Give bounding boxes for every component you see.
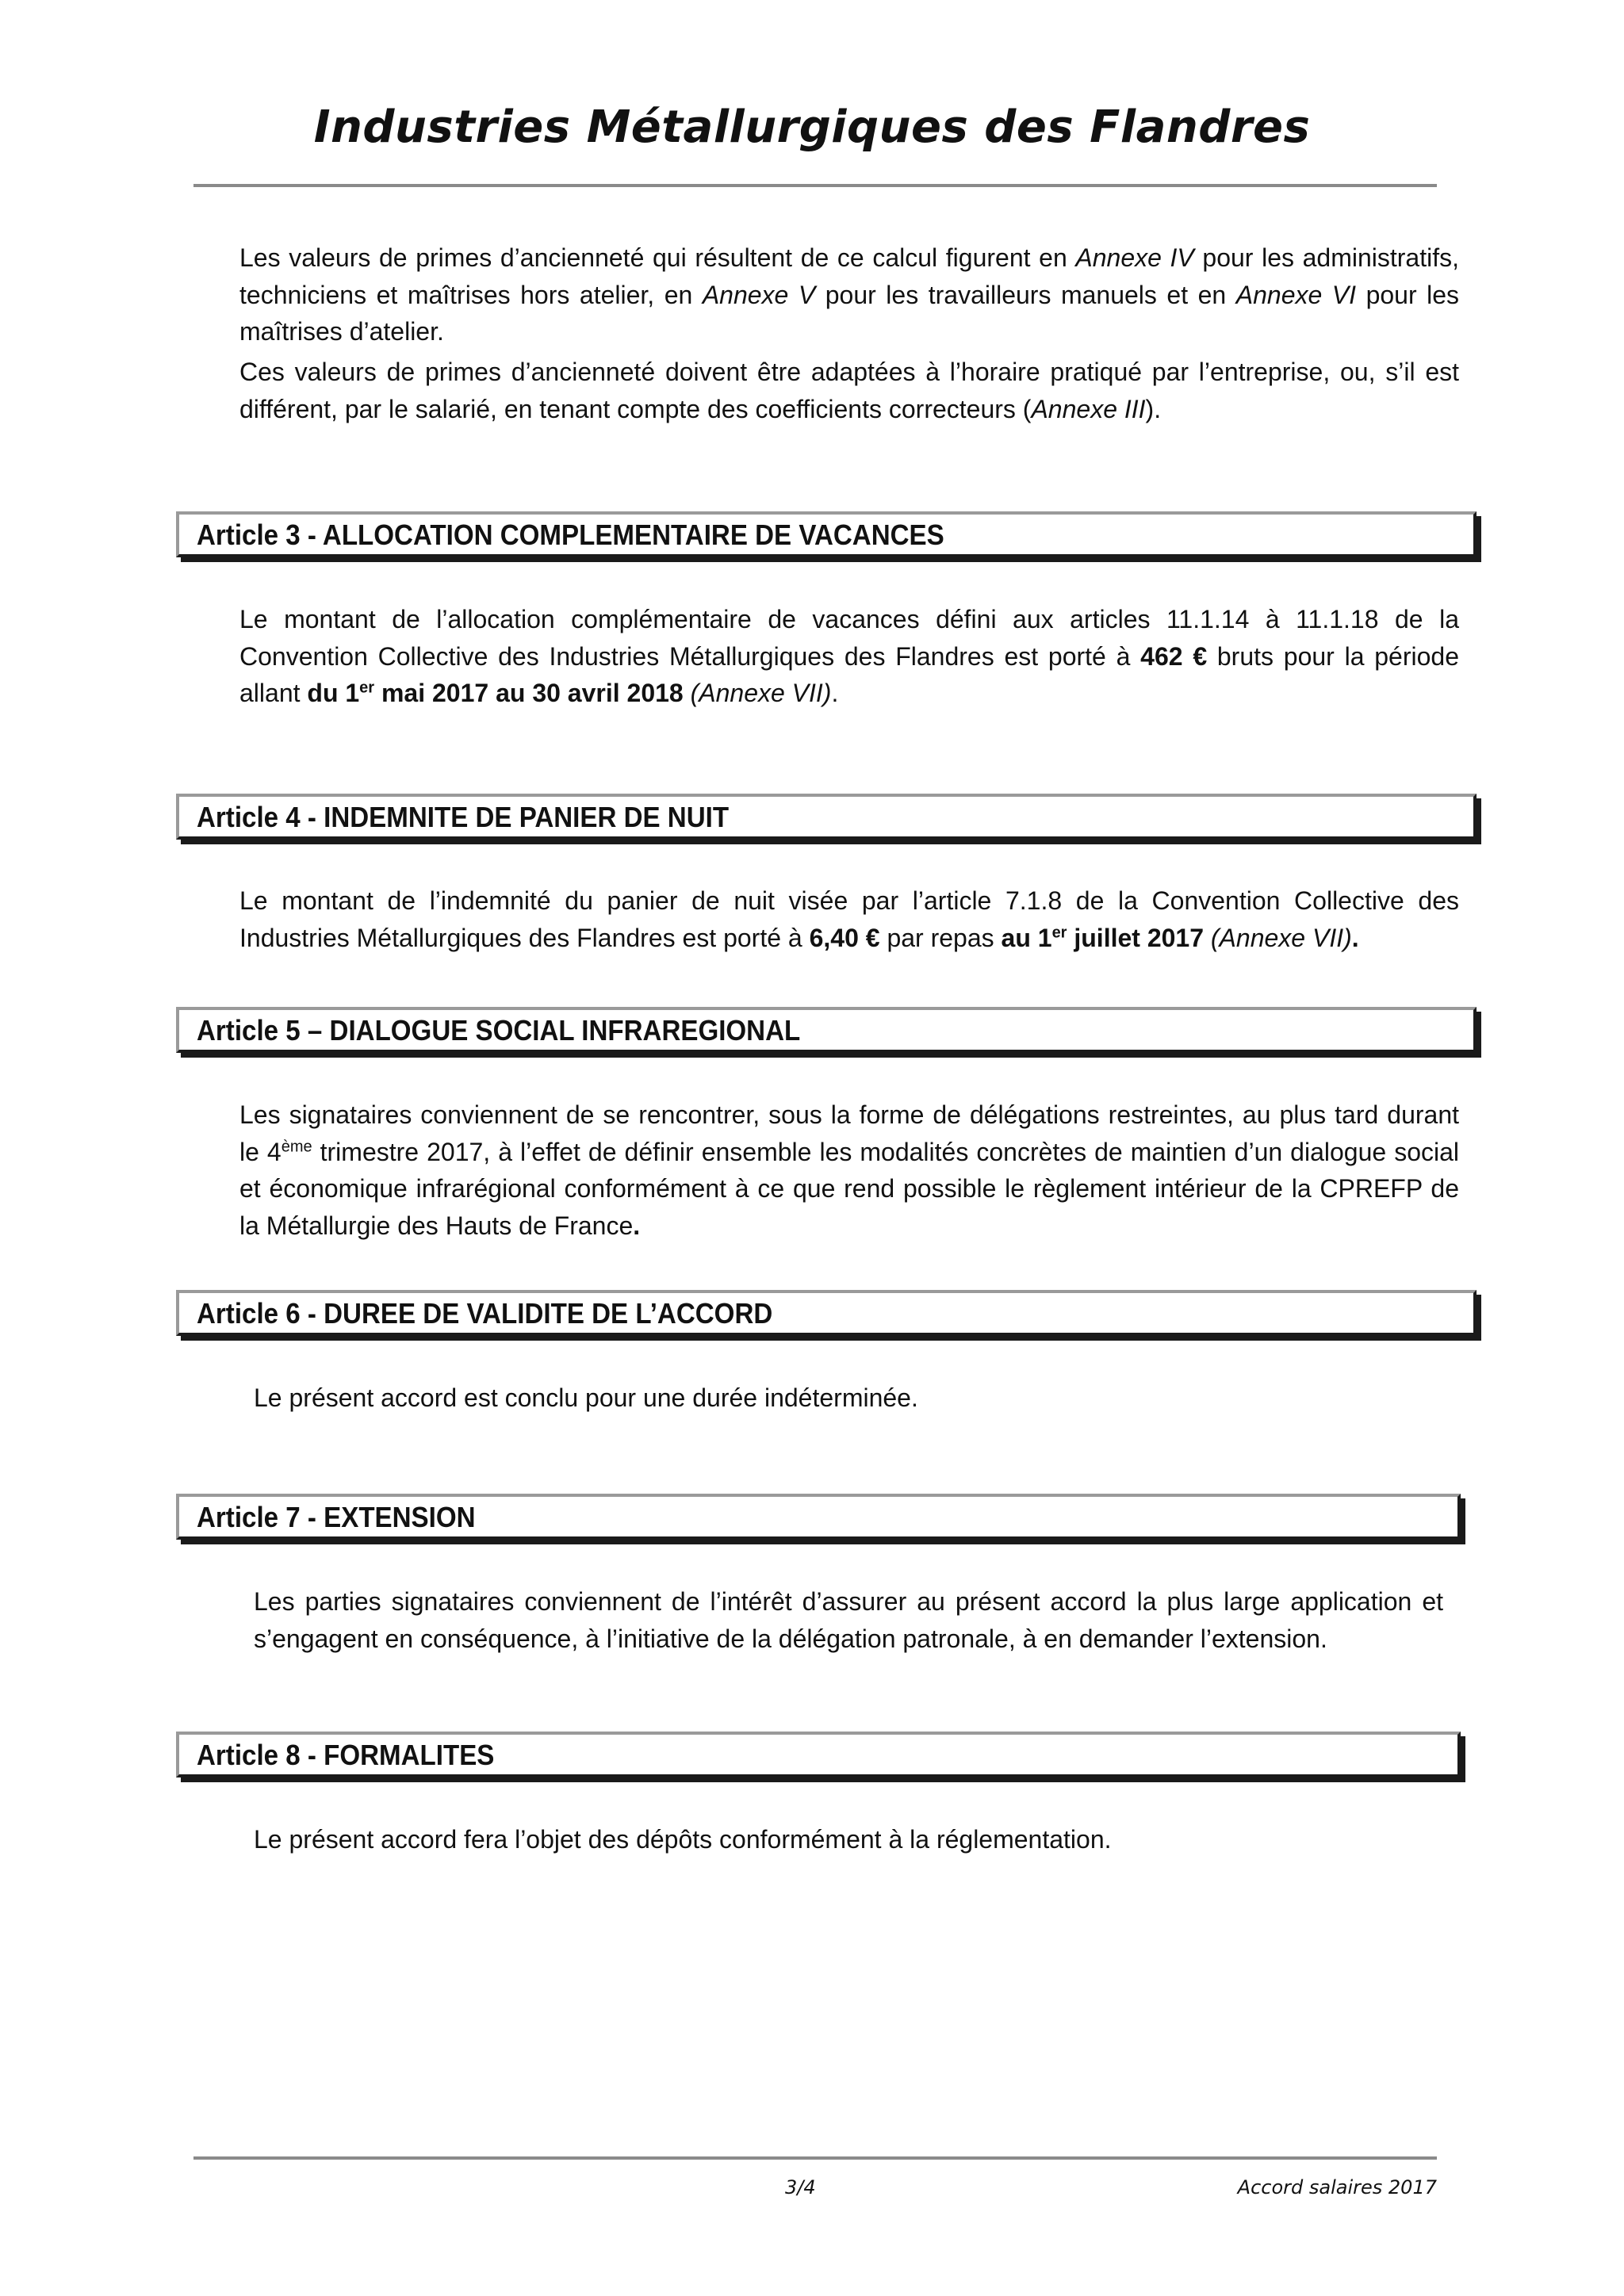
page-title: Industries Métallurgiques des Flandres [313,101,1311,153]
page-number: 3/4 [785,2176,816,2198]
document-name: Accord salaires 2017 [1237,2176,1437,2198]
article-heading: Article 8 - FORMALITES [197,1739,495,1771]
article-heading: Article 3 - ALLOCATION COMPLEMENTAIRE DE VACANCES [197,519,944,551]
header-divider [193,184,1437,187]
article-5-body: Les signataires conviennent de se rencontrer, sous la forme de délégations restreintes, au plus tard durant le 4ème trimestre 2017, à l’effet de définir ensemble les modalités concrètes de maintien d’un dialogue social et économique infrarégional conformément à ce que rend possible le règlement intérieur de la CPREFP de la Métallurgie des Hauts de France. [239,1100,1460,1240]
article-heading: Article 5 – DIALOGUE SOCIAL INFRAREGIONAL [197,1014,801,1047]
footer-divider [193,2156,1437,2160]
intro-paragraph-horaire: Ces valeurs de primes d’ancienneté doivent être adaptées à l’horaire pratiqué par l’entreprise, ou, s’il est différent, par le salarié, en tenant compte des coefficients correcteurs (Annexe III). [239,358,1459,423]
article-4-body: Le montant de l’indemnité du panier de nuit visée par l’article 7.1.8 de la Convention Collective des Industries Métallurgiques des Flandres est porté à 6,40 € par repas au 1er juillet 2017 (Annexe VII). [239,886,1459,952]
article-8-heading-box [176,1732,1461,1777]
intro-paragraph-annexes: Les valeurs de primes d’ancienneté qui résultent de ce calcul figurent en Annexe IV pour les administratifs, techniciens et maîtrises hors atelier, en Annexe V pour les travailleurs manuels et en Annexe VI pour les maîtrises d’atelier. [239,243,1460,346]
article-heading: Article 6 - DUREE DE VALIDITE DE L’ACCORD [197,1297,773,1330]
article-heading: Article 7 - EXTENSION [197,1501,476,1533]
article-5-heading-box [176,1007,1477,1053]
article-3-body: Le montant de l’allocation complémentaire de vacances défini aux articles 11.1.14 à 11.1.18 de la Convention Collective des Industries Métallurgiques des Flandres est porté à 462 € bruts pour la période allant du 1er mai 2017 au 30 avril 2018 (Annexe VII). [239,605,1460,707]
article-7-body: Les parties signataires conviennent de l’intérêt d’assurer au présent accord la plus large application et s’engagent en conséquence, à l’initiative de la délégation patronale, à en demander l’extension. [254,1587,1443,1653]
article-3-heading-box [176,511,1477,557]
article-7-heading-box [176,1494,1461,1540]
article-6-body: Le présent accord est conclu pour une durée indéterminée. [254,1383,918,1412]
article-6-heading-box [176,1290,1477,1336]
article-4-heading-box [176,794,1477,840]
article-8-body: Le présent accord fera l’objet des dépôts conformément à la réglementation. [254,1825,1112,1854]
article-heading: Article 4 - INDEMNITE DE PANIER DE NUIT [197,801,730,833]
